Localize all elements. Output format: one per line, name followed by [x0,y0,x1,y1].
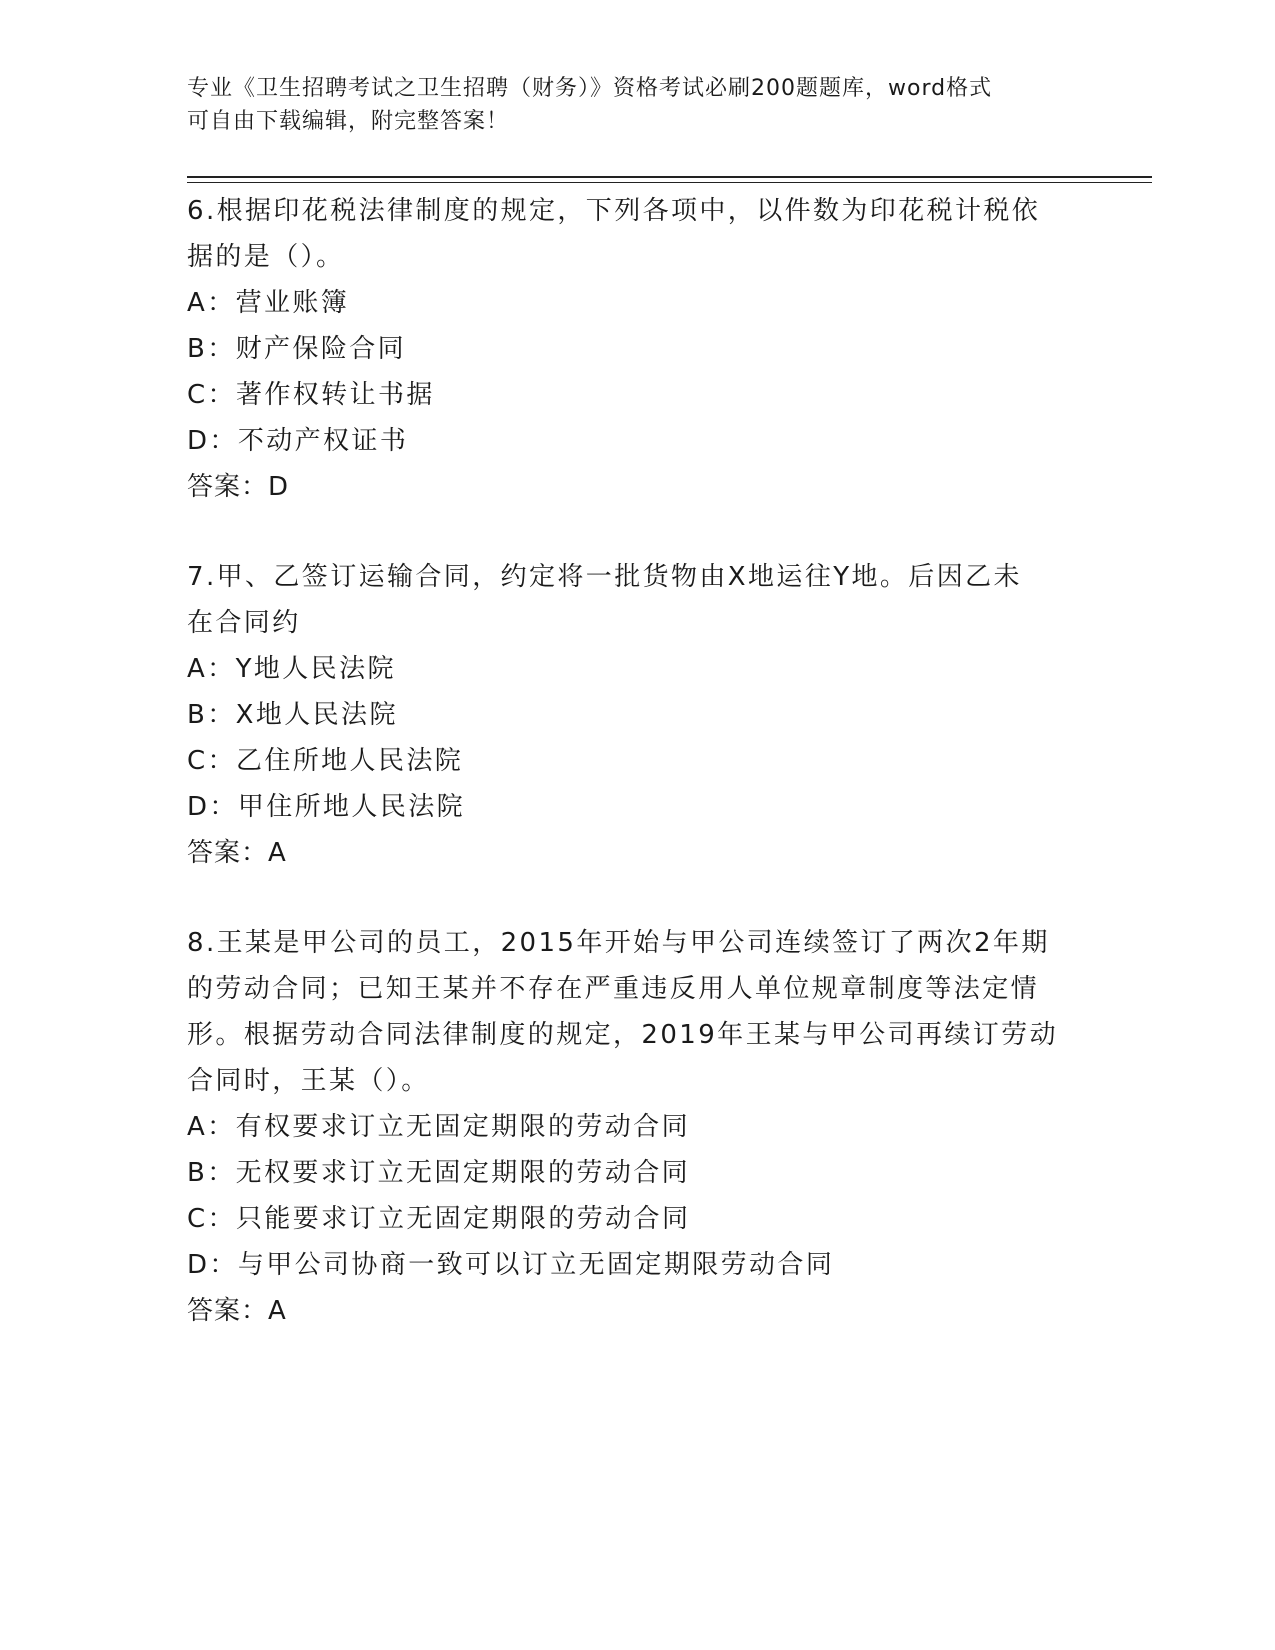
header-line-1: 专业《卫生招聘考试之卫生招聘（财务）》资格考试必刷200题题库，word格式 [187,76,993,101]
question-6 [187,188,1067,510]
header-line-2: 可自由下载编辑，附完整答案！ [187,109,510,134]
question-stem-line: 8.王某是甲公司的员工，2015年开始与甲公司连续签订了两次2年期 [187,928,1050,958]
question-stem-line: 形。根据劳动合同法律制度的规定，2019年王某与甲公司再续订劳动 [187,1020,1058,1050]
option-d: D：甲住所地人民法院 [187,792,466,822]
question-stem-line: 在合同约 [187,608,301,638]
option-a: A：Y地人民法院 [187,654,396,684]
option-d: D：与甲公司协商一致可以订立无固定期限劳动合同 [187,1250,835,1280]
spacer [187,510,1067,554]
question-stem-line: 7.甲、乙签订运输合同，约定将一批货物由X地运往Y地。后因乙未 [187,562,1022,592]
question-stem-line: 的劳动合同；已知王某并不存在严重违反用人单位规章制度等法定情 [187,974,1040,1004]
spacer [187,876,1067,920]
answer: 答案：D [187,472,290,502]
option-b: B：财产保险合同 [187,334,407,364]
page-header [187,72,1067,138]
answer: 答案：A [187,1296,287,1326]
option-d: D：不动产权证书 [187,426,409,456]
header-divider-thin [187,182,1152,183]
option-c: C：著作权转让书据 [187,380,435,410]
answer: 答案：A [187,838,287,868]
option-c: C：只能要求订立无固定期限的劳动合同 [187,1204,691,1234]
option-b: B：X地人民法院 [187,700,398,730]
question-stem-line: 6.根据印花税法律制度的规定，下列各项中，以件数为印花税计税依 [187,196,1041,226]
question-stem-line: 合同时，王某（）。 [187,1066,430,1096]
header-divider-thick [187,176,1152,178]
option-b: B：无权要求订立无固定期限的劳动合同 [187,1158,691,1188]
option-c: C：乙住所地人民法院 [187,746,464,776]
question-8 [187,920,1067,1334]
question-list [187,188,1067,1334]
option-a: A：有权要求订立无固定期限的劳动合同 [187,1112,690,1142]
question-7 [187,554,1067,876]
question-stem-line: 据的是（）。 [187,242,345,272]
option-a: A：营业账簿 [187,288,350,318]
